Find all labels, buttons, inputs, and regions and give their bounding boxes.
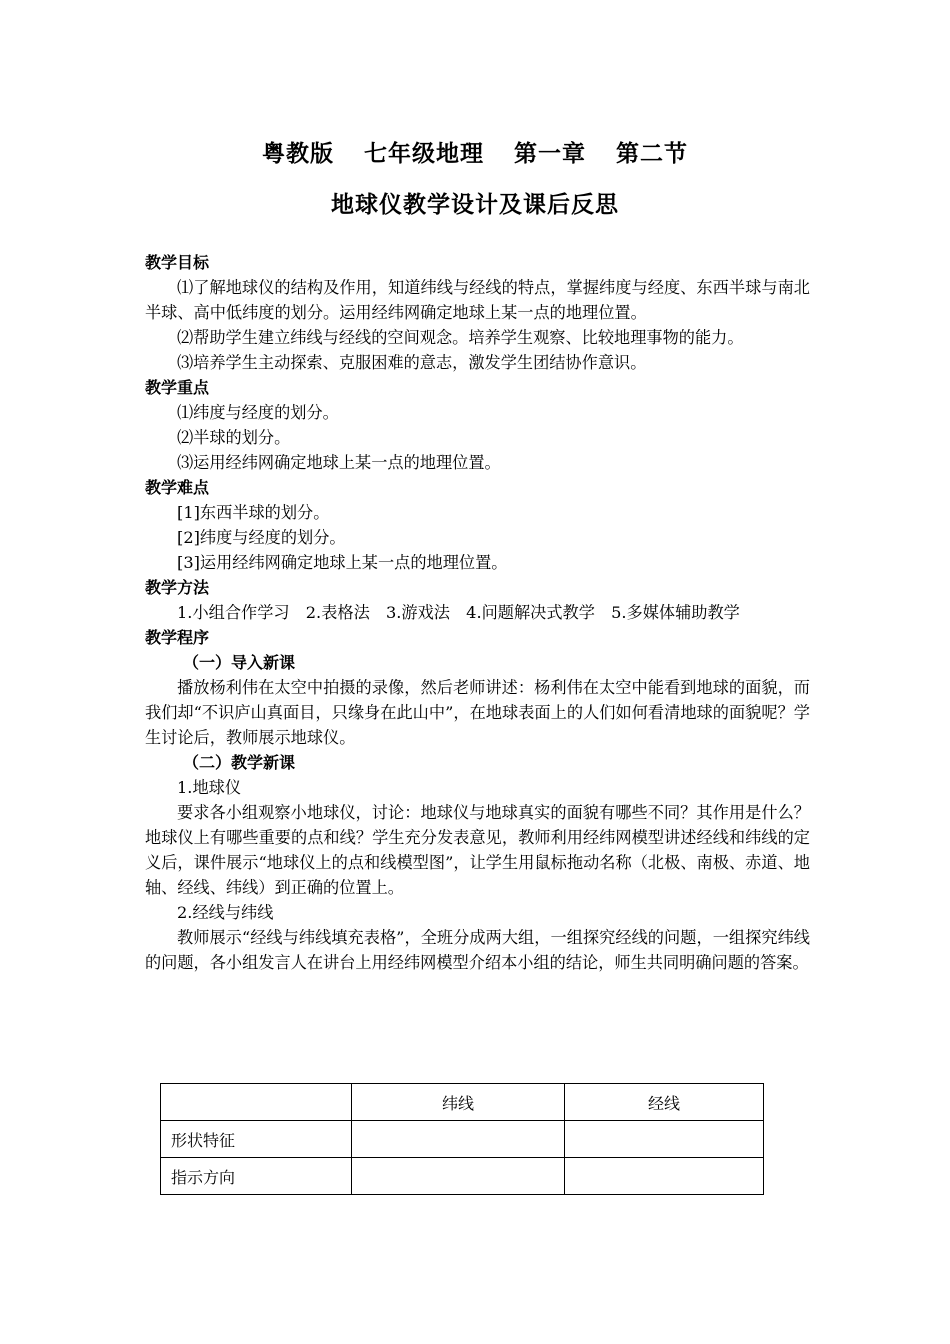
title-section: 第二节	[616, 141, 688, 167]
key-points-heading: 教学重点	[145, 378, 210, 397]
table-header-cell: 经线	[565, 1084, 764, 1121]
goal-item: ⑵帮助学生建立纬线与经线的空间观念。培养学生观察、比较地理事物的能力。	[177, 328, 744, 347]
difficulty-item: [2]纬度与经度的划分。	[177, 528, 346, 547]
table-header-row	[161, 1084, 764, 1121]
table-cell: 指示方向	[161, 1158, 352, 1195]
table-header-cell	[161, 1084, 352, 1121]
methods-text: 1.小组合作学习 2.表格法 3.游戏法 4.问题解决式教学 5.多媒体辅助教学	[177, 603, 740, 622]
document-title-line1	[0, 135, 950, 168]
procedure-section1-title: （一）导入新课	[183, 653, 296, 672]
goal-item: ⑴了解地球仪的结构及作用，知道纬线与经线的特点，掌握纬度与经度、东西半球与南北半球、高中低纬度的划分。运用经纬网确定地球上某一点的地理位置。	[145, 278, 810, 322]
table-cell: 形状特征	[161, 1121, 352, 1158]
key-point-item: ⑵半球的划分。	[177, 428, 291, 447]
table-header-cell: 纬线	[352, 1084, 565, 1121]
procedure-heading: 教学程序	[145, 628, 210, 647]
difficulty-item: [1]东西半球的划分。	[177, 503, 330, 522]
document-body	[145, 250, 810, 975]
title-chapter: 第一章	[514, 141, 586, 167]
difficulties-heading: 教学难点	[145, 478, 210, 497]
procedure-sub1-title: 1.地球仪	[177, 778, 242, 797]
table-cell	[352, 1121, 565, 1158]
table-row	[161, 1121, 764, 1158]
latitude-longitude-table	[160, 1083, 764, 1195]
table-cell	[565, 1121, 764, 1158]
table-cell	[565, 1158, 764, 1195]
title-publisher: 粤教版	[262, 141, 334, 167]
title-grade: 七年级地理	[364, 141, 484, 167]
difficulty-item: [3]运用经纬网确定地球上某一点的地理位置。	[177, 553, 508, 572]
goal-item: ⑶培养学生主动探索、克服困难的意志，激发学生团结协作意识。	[177, 353, 647, 372]
table-cell	[352, 1158, 565, 1195]
procedure-sub2-text: 教师展示“经线与纬线填充表格”，全班分成两大组，一组探究经线的问题，一组探究纬线的问题，各小组发言人在讲台上用经纬网模型介绍本小组的结论，师生共同明确问题的答案。	[145, 928, 810, 972]
table-row	[161, 1158, 764, 1195]
procedure-section2-title: （二）教学新课	[183, 753, 296, 772]
goals-heading: 教学目标	[145, 253, 210, 272]
procedure-sub2-title: 2.经线与纬线	[177, 903, 274, 922]
procedure-section1-text: 播放杨利伟在太空中拍摄的录像，然后老师讲述：杨利伟在太空中能看到地球的面貌，而我们却“不识庐山真面目，只缘身在此山中”，在地球表面上的人们如何看清地球的面貌呢？学生讨论后，教师展示地球仪。	[145, 678, 810, 747]
document-title-line2: 地球仪教学设计及课后反思	[331, 192, 619, 218]
key-point-item: ⑶运用经纬网确定地球上某一点的地理位置。	[177, 453, 501, 472]
key-point-item: ⑴纬度与经度的划分。	[177, 403, 339, 422]
methods-heading: 教学方法	[145, 578, 210, 597]
procedure-sub1-text: 要求各小组观察小地球仪，讨论：地球仪与地球真实的面貌有哪些不同？其作用是什么？地球仪上有哪些重要的点和线？学生充分发表意见，教师利用经纬网模型讲述经线和纬线的定义后，课件展示“地球仪上的点和线模型图”，让学生用鼠标拖动名称（北极、南极、赤道、地轴、经线、纬线）到正确的位置上。	[145, 803, 810, 897]
